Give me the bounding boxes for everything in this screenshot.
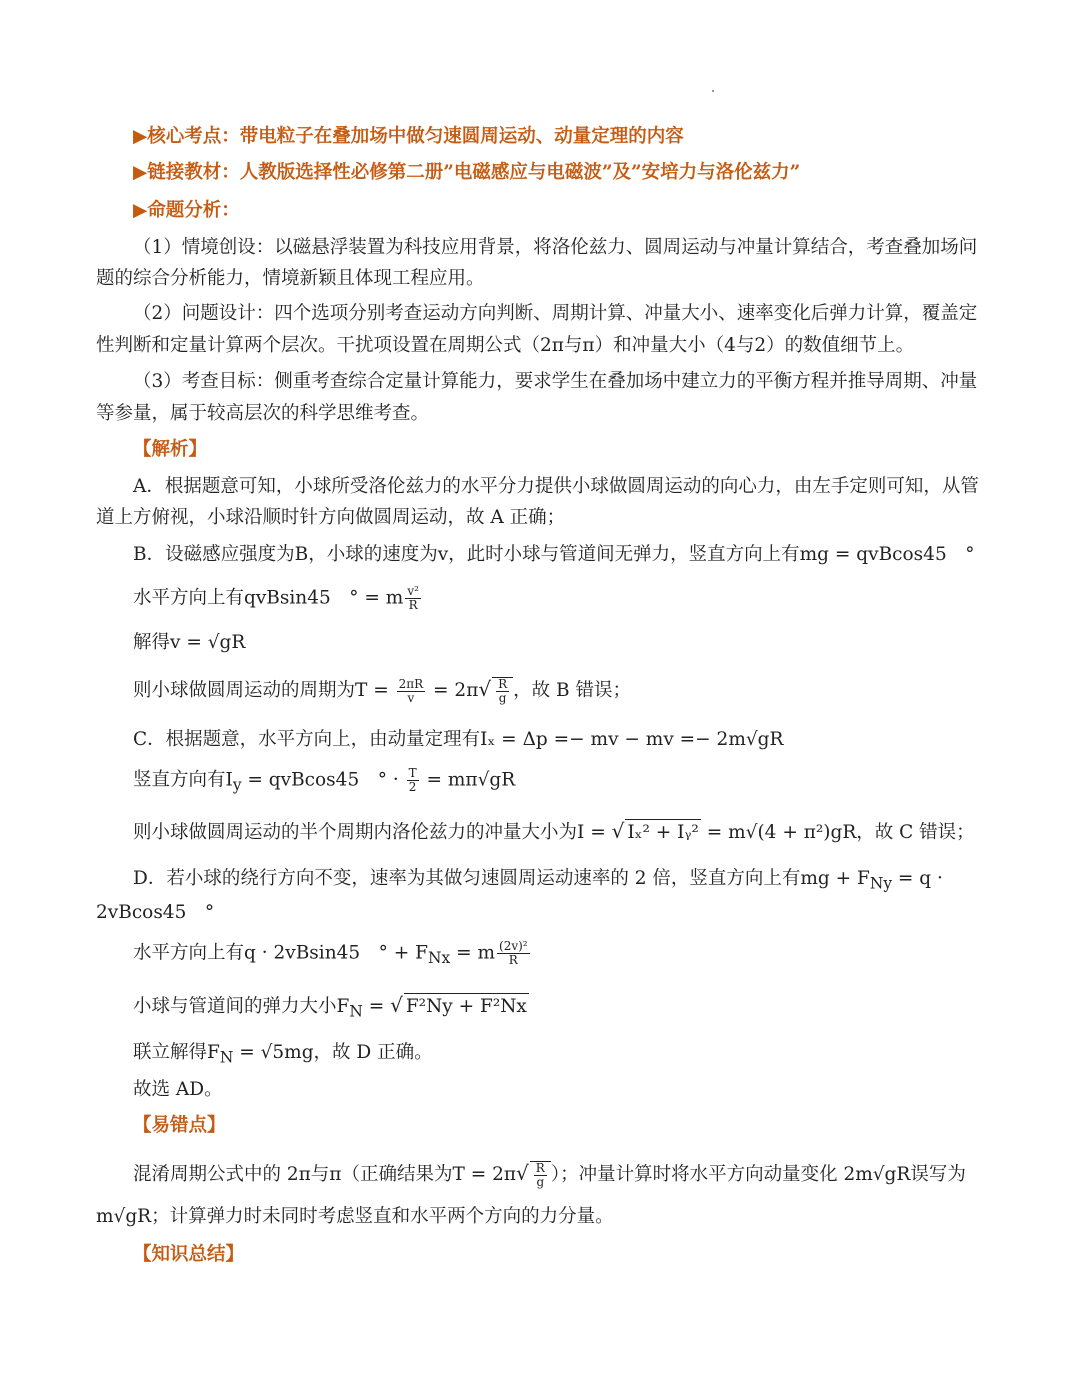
answer-line: 故选 AD。 xyxy=(133,1079,223,1100)
frac-denominator: g xyxy=(536,1174,545,1189)
d-normal-pre: 小球与管道间的弹力大小F xyxy=(133,996,350,1017)
c-impulse-pre: 则小球做圆周运动的半个周期内洛伦兹力的冲量大小为I = xyxy=(133,822,612,843)
b-velocity-fraction xyxy=(405,585,421,612)
frac-denominator: R xyxy=(408,598,418,612)
summary-heading: 【知识总结】 xyxy=(133,1244,245,1265)
sqrt-sign: √ xyxy=(516,1161,529,1185)
d-subscript-n: N xyxy=(349,1002,363,1021)
errors-heading: 【易错点】 xyxy=(133,1115,226,1136)
errors-radical xyxy=(530,1161,551,1189)
option-a-line2: 道上方俯视，小球沿顺时针方向做圆周运动，故 A 正确； xyxy=(96,507,566,528)
b-radical-fraction xyxy=(496,678,509,705)
c-vertical-mid: = qvBcos45 ° · xyxy=(241,769,405,791)
b-period-mid: = 2π xyxy=(427,680,479,701)
d-subscript-n2: N xyxy=(219,1048,234,1067)
d-line1-post: = q · xyxy=(892,868,943,889)
errors-radical-fraction xyxy=(534,1162,547,1189)
b-period-pre: 则小球做圆周运动的周期为T = xyxy=(133,680,395,701)
errors-line1 xyxy=(133,1160,966,1189)
d-normal-mid: = xyxy=(362,996,391,1017)
c-vertical-pre: 竖直方向有I xyxy=(133,769,233,791)
analysis-p1-line2: 题的综合分析能力，情境新颖且体现工程应用。 xyxy=(96,268,485,289)
c-subscript-y: y xyxy=(232,776,242,795)
option-c-line1: C．根据题意，水平方向上，由动量定理有Iₓ = Δp =− mv − mv =− 2m√gR xyxy=(133,729,784,750)
analysis-p1-line1: （1）情境创设：以磁悬浮装置为科技应用背景，将洛伦兹力、圆周运动与冲量计算结合，考查叠加场问 xyxy=(133,237,978,258)
d-horizontal-mid: = m xyxy=(450,942,496,964)
analysis-heading: ▶命题分析： xyxy=(133,200,240,221)
d-result-post: = √5mg，故 D 正确。 xyxy=(233,1042,433,1063)
b-period-post: ，故 B 错误； xyxy=(513,680,632,701)
sqrt-sign: √ xyxy=(611,819,625,843)
b-period-fraction xyxy=(397,678,426,705)
option-c-line3 xyxy=(133,818,975,846)
option-d-line3 xyxy=(133,940,532,971)
c-impulse-post: = m√(4 + π²)gR，故 C 错误； xyxy=(700,822,975,843)
frac-numerator: (2v)² xyxy=(499,939,528,953)
option-d-line1 xyxy=(133,866,943,897)
scan-dot xyxy=(712,90,714,92)
d-normal-radical: F²Ny + F²Nx xyxy=(404,993,529,1020)
errors-line2: m√gR；计算弹力时未同时考虑竖直和水平两个方向的力分量。 xyxy=(96,1206,614,1227)
option-b-line2 xyxy=(133,585,423,612)
analysis-p3-line1: （3）考查目标：侧重考查综合定量计算能力，要求学生在叠加场中建立力的平衡方程并推导周期、冲量 xyxy=(133,371,978,392)
frac-numerator: T xyxy=(408,766,417,780)
d-centripetal-fraction xyxy=(497,940,530,967)
frac-numerator: R xyxy=(498,676,508,691)
d-subscript-nx: Nx xyxy=(428,949,451,968)
c-impulse-radical: Iₓ² + Iᵧ² xyxy=(625,819,701,846)
option-d-line2: 2vBcos45 ° xyxy=(96,902,215,923)
frac-numerator: 2πR xyxy=(398,676,424,691)
option-b-line3: 解得v = √gR xyxy=(133,632,246,653)
frac-denominator: g xyxy=(498,690,507,705)
frac-numerator: R xyxy=(535,1160,545,1175)
c-vertical-post: = mπ√gR xyxy=(420,769,516,791)
frac-numerator: v² xyxy=(407,584,419,598)
analysis-p2-line1: （2）问题设计：四个选项分别考查运动方向判断、周期计算、冲量大小、速率变化后弹力计算，覆盖定 xyxy=(133,303,978,324)
textbook-link-heading: ▶链接教材：人教版选择性必修第二册”电磁感应与电磁波”及”安培力与洛伦兹力” xyxy=(133,162,801,183)
option-a-line1: A．根据题意可知，小球所受洛伦兹力的水平分力提供小球做圆周运动的向心力，由左手定则可知，从管 xyxy=(133,476,979,497)
d-subscript-ny: Ny xyxy=(869,874,893,893)
sqrt-sign: √ xyxy=(390,993,403,1017)
d-horizontal-pre: 水平方向上有q · 2vBsin45 ° + F xyxy=(133,942,429,964)
solution-heading: 【解析】 xyxy=(133,439,208,460)
errors-line1-post: ）；冲量计算时将水平方向动量变化 2m√gR误写为 xyxy=(550,1164,966,1185)
option-b-line4 xyxy=(133,676,631,705)
frac-denominator: v xyxy=(407,690,415,705)
d-result-pre: 联立解得F xyxy=(133,1042,220,1063)
b-horizontal-text: 水平方向上有qvBsin45 ° = m xyxy=(133,587,404,609)
core-points-heading: ▶核心考点：带电粒子在叠加场中做匀速圆周运动、动量定理的内容 xyxy=(133,126,684,147)
option-c-line2 xyxy=(133,767,515,798)
frac-denominator: 2 xyxy=(408,780,417,794)
option-d-line5 xyxy=(133,1040,433,1071)
analysis-p3-line2: 等参量，属于较高层次的科学思维考查。 xyxy=(96,403,430,424)
d-line1-text: D．若小球的绕行方向不变，速率为其做匀速圆周运动速率的 2 倍，竖直方向上有mg + F xyxy=(133,868,870,889)
sqrt-sign: √ xyxy=(478,677,492,701)
frac-denominator: R xyxy=(508,953,518,967)
option-b-line1: B．设磁感应强度为B，小球的速度为v，此时小球与管道间无弹力，竖直方向上有mg = qvBcos45 ° xyxy=(133,544,975,565)
option-d-line4 xyxy=(133,992,529,1025)
b-period-radical xyxy=(492,677,513,705)
analysis-p2-line2: 性判断和定量计算两个层次。干扰项设置在周期公式（2π与π）和冲量大小（4与2）的数值细节上。 xyxy=(96,335,915,356)
errors-line1-pre: 混淆周期公式中的 2π与π（正确结果为T = 2π xyxy=(133,1164,517,1185)
c-half-period-fraction xyxy=(407,767,419,794)
